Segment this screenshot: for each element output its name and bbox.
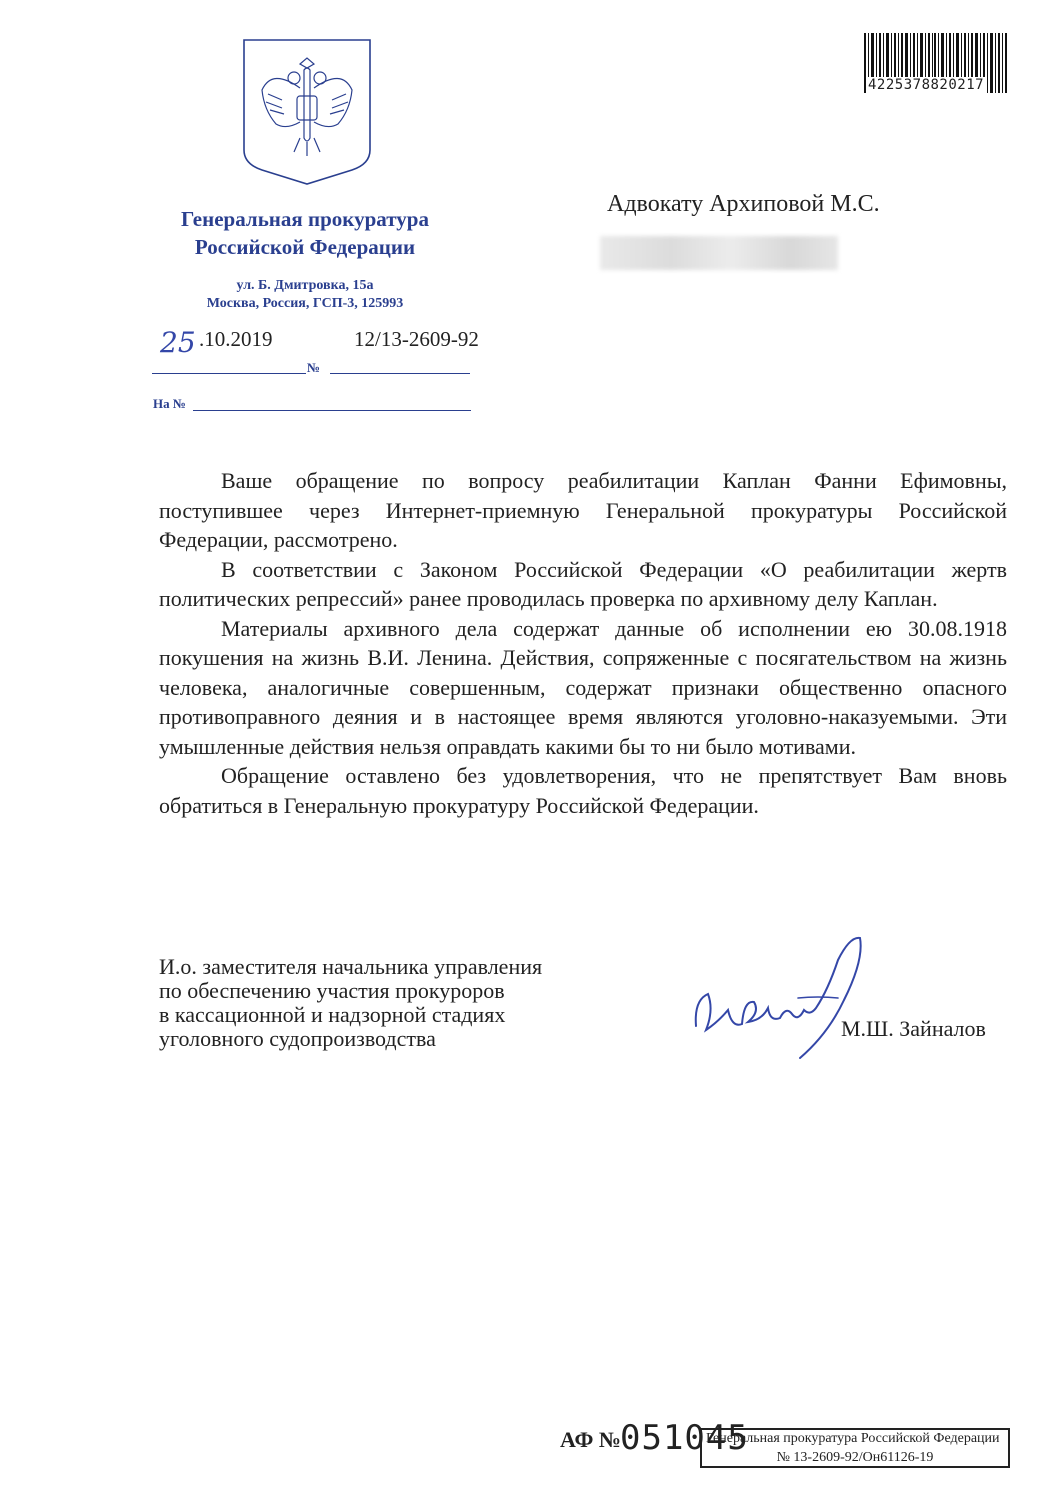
coat-of-arms-icon (242, 38, 372, 186)
paragraph: Материалы архивного дела содержат данные об исполнении ею 30.08.1918 покушения на жизнь В.И. Ленина. Действия, сопряженные с посягательством на жизнь человека, аналогичные совершенным, содержат признаки общественно опасного противоправного деяния и в настоящее время являются уголовно-наказуемыми. Эти умышленные действия нельзя оправдать какими бы то ни было мотивами. (159, 615, 1007, 759)
paragraph: Ваше обращение по вопросу реабилитации Каплан Фанни Ефимовны, поступившее через Интернет-приемную Генеральной прокуратуры Российской Федерации, рассмотрено. (159, 468, 1007, 552)
reply-to-label: На № (153, 396, 186, 411)
af-label: АФ № (560, 1427, 622, 1452)
number-underline (330, 373, 470, 374)
stamp-line2: № 13-2609-92/Он61126-19 (776, 1450, 934, 1465)
address-line2: Москва, Россия, ГСП-3, 125993 (206, 296, 404, 311)
paragraph: Обращение оставлено без удовлетворения, что не препятствует Вам вновь обратиться в Генеральную прокуратуру Российской Федерации. (159, 763, 1007, 818)
date-underline (152, 373, 306, 374)
signatory-position (159, 955, 542, 1051)
letter-body (159, 466, 1007, 820)
organization-name (150, 205, 460, 261)
address-line1: ул. Б. Дмитровка, 15а (236, 278, 374, 293)
paragraph: В соответствии с Законом Российской Федерации «О реабилитации жертв политических репрессий» ранее проводилась проверка по архивному делу Каплан. (159, 556, 1007, 611)
handwritten-day: 25 (160, 326, 196, 359)
signatory-name: М.Ш. Зайналов (841, 1016, 986, 1041)
af-number: 051045 (620, 1418, 749, 1458)
organization-address (150, 277, 460, 313)
stamp-line1: Генеральная прокуратура Российской Федерации (706, 1431, 1000, 1446)
position-line: в кассационной и надзорной стадиях (159, 1002, 506, 1027)
org-name-line2: Российской Федерации (194, 235, 416, 259)
registration-number: 12/13-2609-92 (354, 327, 479, 351)
reply-to-underline (193, 410, 471, 411)
org-name-line1: Генеральная прокуратура (181, 207, 429, 231)
recipient: Адвокату Архиповой М.С. (607, 191, 880, 217)
redacted-address (600, 236, 838, 270)
position-line: по обеспечению участия прокуроров (159, 978, 505, 1003)
barcode-number: 4225378820217 (868, 77, 985, 93)
position-line: И.о. заместителя начальника управления (159, 954, 543, 979)
position-line: уголовного судопроизводства (159, 1026, 436, 1051)
date-printed: .10.2019 (199, 327, 273, 351)
number-sign: № (307, 360, 321, 375)
